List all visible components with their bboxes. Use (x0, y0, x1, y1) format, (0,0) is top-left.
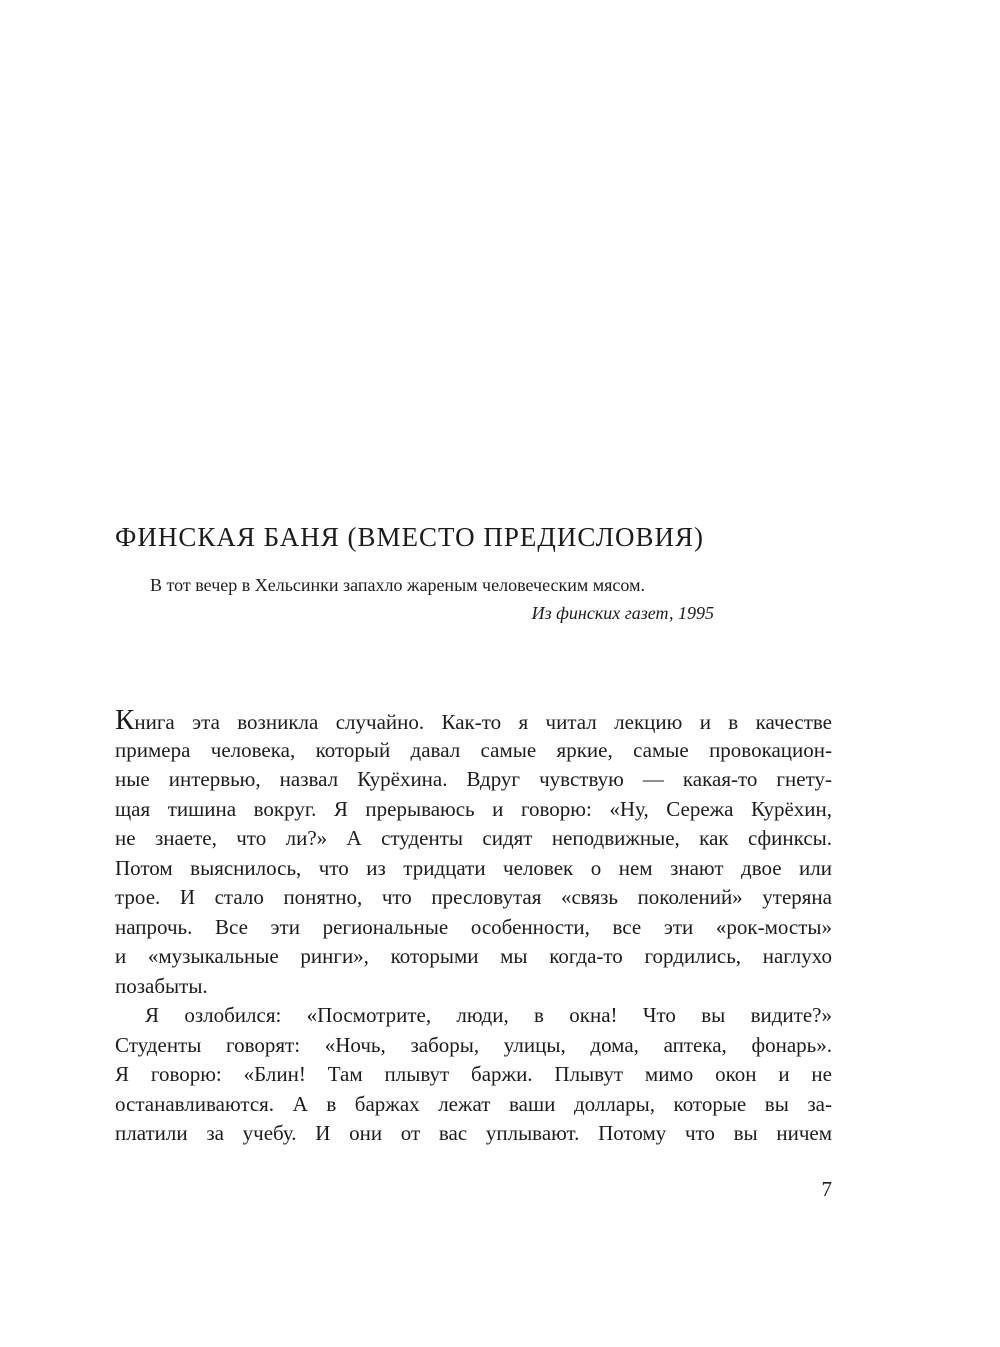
text-line: напрочь. Все эти региональные особенности, все эти «рок-мосты» (115, 914, 832, 939)
text-line: не знаете, что ли?» А студенты сидят неподвижные, как сфинксы. (115, 826, 832, 850)
text-line: платили за учебу. И они от вас уплывают. Потому что вы ничем (115, 1121, 832, 1145)
text-line: щая тишина вокруг. Я прерываюсь и говорю: «Ну, Сережа Курёхин, (115, 796, 832, 821)
epigraph-source: Из финских газет, 1995 (531, 603, 714, 623)
line-text: нига эта возникла случайно. Как-то я читал лекцию и в качестве (134, 710, 832, 734)
text-line: Я говорю: «Блин! Там плывут баржи. Плывут мимо окон и не (115, 1062, 832, 1086)
paragraph-2 (115, 1001, 832, 1149)
text-line: примера человека, который давал самые яркие, самые провокацион- (115, 737, 832, 762)
text-line: Я озлобился: «Посмотрите, люди, в окна! Что вы видите?» (145, 1003, 832, 1027)
page-number: 7 (821, 1177, 832, 1201)
text-line: останавливаются. А в баржах лежат ваши доллары, которые вы за- (115, 1091, 832, 1116)
epigraph (150, 573, 714, 625)
text-line: и «музыкальные ринги», которыми мы когда-то гордились, наглухо (115, 944, 832, 968)
paragraph-1 (115, 706, 832, 1001)
text-line: ные интервью, назвал Курёхина. Вдруг чувствую — какая-то гнету- (115, 767, 832, 791)
text-line (115, 706, 832, 736)
epigraph-text: В тот вечер в Хельсинки запахло жареным человеческим мясом. (150, 575, 645, 595)
text-line: Студенты говорят: «Ночь, заборы, улицы, дома, аптека, фонарь». (115, 1032, 832, 1057)
chapter-title: ФИНСКАЯ БАНЯ (ВМЕСТО ПРЕДИСЛОВИЯ) (115, 522, 704, 552)
text-line: трое. И стало понятно, что пресловутая «связь поколений» утеряна (115, 885, 832, 909)
drop-cap: К (115, 706, 135, 736)
text-line: Потом выяснилось, что из тридцати человек о нем знают двое или (115, 855, 832, 880)
text-line: позабыты. (115, 973, 208, 998)
body-text (115, 706, 832, 1149)
